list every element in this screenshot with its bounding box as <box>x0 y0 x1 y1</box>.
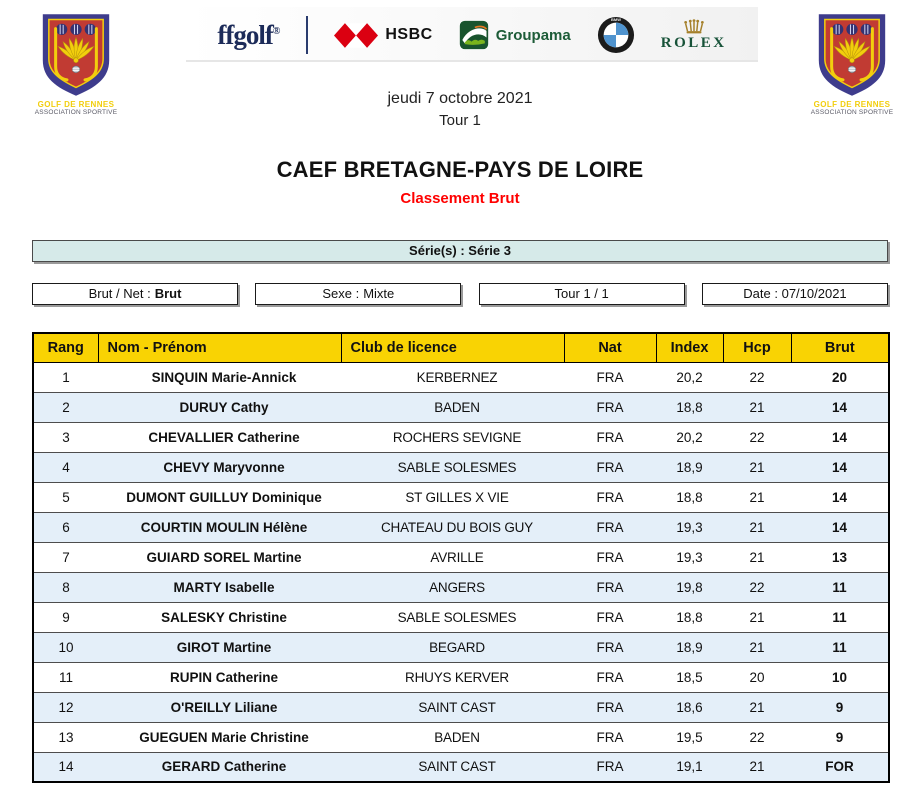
table-row <box>33 452 889 482</box>
cell-rang: 11 <box>58 669 73 685</box>
ranking-type-subtitle: Classement Brut <box>400 190 520 207</box>
cell-brut-score: 20 <box>831 369 848 385</box>
cell-rang: 10 <box>58 639 74 655</box>
cell-index: 20,2 <box>676 429 703 445</box>
cell-player-name: MARTY Isabelle <box>173 579 275 595</box>
cell-nationality: FRA <box>596 549 624 565</box>
cell-player-name: O'REILLY Liliane <box>170 699 278 715</box>
cell-brut-score: 10 <box>831 669 848 685</box>
cell-player-name: CHEVY Maryvonne <box>163 459 285 475</box>
cell-nationality: FRA <box>596 759 624 775</box>
rolex-crown-icon <box>681 19 707 34</box>
cell-player-name: CHEVALLIER Catherine <box>148 429 300 445</box>
table-row <box>33 602 889 632</box>
cell-index: 18,8 <box>676 489 703 505</box>
info-label: Brut / Net : <box>88 286 151 301</box>
table-row <box>33 662 889 692</box>
cell-club: BADEN <box>434 729 480 745</box>
cell-brut-score: 11 <box>832 579 847 595</box>
cell-club: BEGARD <box>429 639 485 655</box>
cell-index: 18,8 <box>676 399 703 415</box>
table-header-row <box>33 333 889 362</box>
cell-hcp: 21 <box>749 699 765 715</box>
cell-player-name: SALESKY Christine <box>161 609 287 625</box>
cell-player-name: GUEGUEN Marie Christine <box>139 729 309 745</box>
bmw-roundel-icon <box>597 16 635 54</box>
cell-rang: 8 <box>62 579 70 595</box>
svg-text:BMW: BMW <box>610 17 621 23</box>
golf-de-rennes-crest-icon <box>813 12 891 98</box>
cell-hcp: 21 <box>749 519 765 535</box>
cell-brut-score: 14 <box>831 459 848 475</box>
info-value: Brut <box>154 286 182 301</box>
cell-nationality: FRA <box>596 369 624 385</box>
cell-player-name: GUIARD SOREL Martine <box>146 549 302 565</box>
cell-rang: 14 <box>58 759 74 775</box>
cell-hcp: 20 <box>749 669 765 685</box>
tour-number: Tour 1 <box>439 112 481 129</box>
cell-index: 18,9 <box>676 459 703 475</box>
table-row <box>33 752 889 782</box>
cell-hcp: 21 <box>749 399 765 415</box>
info-label: Date : 07/10/2021 <box>743 286 847 301</box>
results-table <box>32 332 890 783</box>
info-box-date <box>702 283 888 305</box>
cell-rang: 6 <box>62 519 70 535</box>
cell-index: 18,9 <box>676 639 703 655</box>
crest-club-name: GOLF DE RENNES <box>813 100 891 109</box>
cell-brut-score: FOR <box>825 759 854 775</box>
table-row <box>33 392 889 422</box>
cell-hcp: 21 <box>749 459 765 475</box>
cell-rang: 4 <box>62 459 70 475</box>
cell-index: 18,5 <box>676 669 703 685</box>
cell-club: AVRILLE <box>430 549 484 565</box>
info-label: Tour 1 / 1 <box>554 286 609 301</box>
cell-player-name: GIROT Martine <box>176 639 272 655</box>
col-header-club: Club de licence <box>341 333 564 362</box>
rolex-wordmark: ROLEX <box>660 34 727 51</box>
crest-club-subname: ASSOCIATION SPORTIVE <box>810 109 894 116</box>
cell-nationality: FRA <box>596 519 624 535</box>
results-table-body <box>33 362 889 782</box>
cell-player-name: SINQUIN Marie-Annick <box>151 369 297 385</box>
cell-brut-score: 14 <box>831 489 848 505</box>
cell-nationality: FRA <box>596 669 624 685</box>
cell-club: BADEN <box>434 399 480 415</box>
cell-index: 18,8 <box>676 609 703 625</box>
cell-index: 19,8 <box>676 579 703 595</box>
info-box-sexe <box>255 283 461 305</box>
table-row <box>33 632 889 662</box>
col-header-index: Index <box>656 333 723 362</box>
cell-nationality: FRA <box>596 399 624 415</box>
cell-hcp: 21 <box>749 639 765 655</box>
cell-nationality: FRA <box>596 489 624 505</box>
cell-brut-score: 11 <box>832 609 847 625</box>
ffgolf-logo: ffgolf® <box>217 19 281 50</box>
event-date: jeudi 7 octobre 2021 <box>387 90 533 107</box>
cell-club: SAINT CAST <box>418 699 496 715</box>
event-title: CAEF BRETAGNE-PAYS DE LOIRE <box>276 157 644 182</box>
table-row <box>33 422 889 452</box>
table-row <box>33 362 889 392</box>
sponsor-logos-row <box>186 10 758 60</box>
info-value: Mixte <box>363 286 395 301</box>
crest-club-subname: ASSOCIATION SPORTIVE <box>34 109 118 116</box>
hsbc-wordmark: HSBC <box>385 26 433 43</box>
cell-club: CHATEAU DU BOIS GUY <box>381 519 533 535</box>
cell-rang: 13 <box>58 729 74 745</box>
cell-index: 19,1 <box>676 759 703 775</box>
cell-rang: 3 <box>62 429 70 445</box>
col-header-rang: Rang <box>33 333 98 362</box>
cell-rang: 5 <box>62 489 70 505</box>
cell-club: SABLE SOLESMES <box>397 459 517 475</box>
info-box-brut-net <box>32 283 238 305</box>
cell-brut-score: 14 <box>831 429 848 445</box>
table-row <box>33 542 889 572</box>
sponsor-divider <box>306 16 308 54</box>
cell-player-name: DUMONT GUILLUY Dominique <box>126 489 322 505</box>
cell-club: ANGERS <box>429 579 485 595</box>
table-row <box>33 512 889 542</box>
table-row <box>33 722 889 752</box>
cell-hcp: 22 <box>749 579 765 595</box>
cell-brut-score: 14 <box>831 519 848 535</box>
groupama-wordmark: Groupama <box>495 26 571 44</box>
cell-brut-score: 14 <box>831 399 848 415</box>
cell-hcp: 21 <box>749 609 765 625</box>
cell-club: KERBERNEZ <box>416 369 498 385</box>
cell-index: 19,3 <box>676 519 703 535</box>
cell-nationality: FRA <box>596 699 624 715</box>
info-box-tour <box>479 283 685 305</box>
cell-brut-score: 9 <box>835 729 844 745</box>
cell-hcp: 22 <box>749 369 765 385</box>
cell-club: SABLE SOLESMES <box>397 609 517 625</box>
cell-rang: 9 <box>62 609 70 625</box>
col-header-hcp: Hcp <box>723 333 791 362</box>
cell-player-name: COURTIN MOULIN Hélène <box>140 519 308 535</box>
cell-index: 19,5 <box>676 729 703 745</box>
table-row <box>33 692 889 722</box>
table-row <box>33 482 889 512</box>
groupama-icon <box>459 20 489 50</box>
info-boxes-row <box>32 283 888 305</box>
groupama-logo <box>459 20 571 50</box>
cell-brut-score: 11 <box>832 639 847 655</box>
cell-nationality: FRA <box>596 639 624 655</box>
cell-nationality: FRA <box>596 459 624 475</box>
cell-index: 20,2 <box>676 369 703 385</box>
rolex-logo <box>661 19 727 52</box>
cell-index: 19,3 <box>676 549 703 565</box>
cell-brut-score: 9 <box>835 699 844 715</box>
cell-index: 18,6 <box>676 699 703 715</box>
cell-rang: 2 <box>62 399 70 415</box>
cell-nationality: FRA <box>596 729 624 745</box>
col-header-nom: Nom - Prénom <box>98 333 341 362</box>
cell-hcp: 22 <box>749 729 765 745</box>
cell-nationality: FRA <box>596 429 624 445</box>
series-bar: Série(s) : Série 3 <box>32 240 888 262</box>
cell-rang: 12 <box>58 699 74 715</box>
cell-club: ROCHERS SEVIGNE <box>392 429 522 445</box>
cell-rang: 1 <box>62 369 70 385</box>
table-row <box>33 572 889 602</box>
cell-brut-score: 13 <box>831 549 848 565</box>
cell-hcp: 21 <box>749 489 765 505</box>
cell-nationality: FRA <box>596 609 624 625</box>
col-header-brut: Brut <box>791 333 889 362</box>
cell-player-name: RUPIN Catherine <box>169 669 279 685</box>
cell-club: ST GILLES X VIE <box>405 489 509 505</box>
hsbc-hexagon-icon <box>334 23 378 48</box>
golf-de-rennes-crest-icon <box>37 12 115 98</box>
cell-player-name: DURUY Cathy <box>179 399 269 415</box>
cell-rang: 7 <box>62 549 70 565</box>
cell-hcp: 22 <box>749 429 765 445</box>
date-block <box>0 90 920 129</box>
hsbc-logo <box>334 23 432 48</box>
cell-club: SAINT CAST <box>418 759 496 775</box>
cell-club: RHUYS KERVER <box>405 669 509 685</box>
info-label: Sexe : <box>322 286 360 301</box>
cell-player-name: GERARD Catherine <box>161 759 287 775</box>
crest-club-name: GOLF DE RENNES <box>37 100 115 109</box>
cell-nationality: FRA <box>596 579 624 595</box>
cell-hcp: 21 <box>749 759 765 775</box>
title-block <box>0 157 920 207</box>
col-header-nat: Nat <box>564 333 656 362</box>
cell-hcp: 21 <box>749 549 765 565</box>
